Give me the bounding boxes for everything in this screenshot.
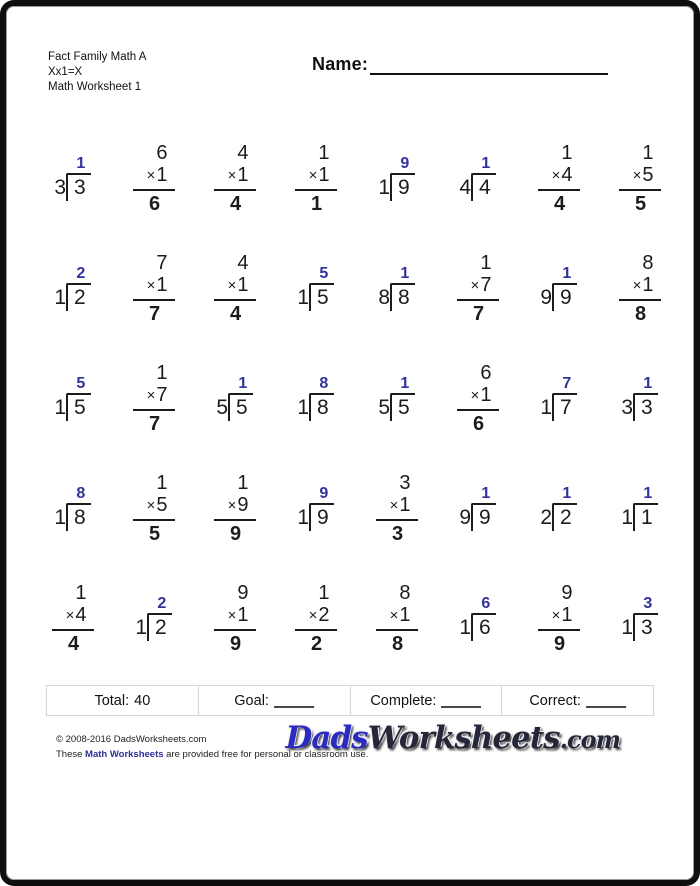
product-answer: 7 bbox=[148, 412, 161, 435]
stat-label: Correct: bbox=[529, 692, 581, 709]
stat-label: Complete: bbox=[370, 692, 437, 709]
multiplication-problem bbox=[295, 142, 337, 215]
product-answer: 3 bbox=[391, 522, 404, 545]
times-icon: × bbox=[632, 166, 642, 184]
quotient-answer: 1 bbox=[481, 485, 491, 502]
times-icon: × bbox=[389, 606, 399, 624]
dividend: 3 bbox=[66, 173, 91, 201]
product-answer: 6 bbox=[148, 192, 161, 215]
division-bracket bbox=[471, 155, 496, 201]
division-problem bbox=[378, 265, 414, 311]
quotient-answer: 1 bbox=[76, 155, 86, 172]
problem-10 bbox=[113, 233, 194, 343]
multiplication-problem bbox=[133, 362, 175, 435]
factor-bottom-row bbox=[214, 164, 256, 191]
factor-bottom-row bbox=[133, 384, 175, 411]
multiplication-problem bbox=[376, 582, 418, 655]
division-problem bbox=[621, 595, 657, 641]
stat-blank-line bbox=[441, 694, 481, 708]
factor-bottom: 1 bbox=[156, 163, 168, 186]
factor-bottom-row bbox=[538, 604, 580, 631]
dividend: 6 bbox=[471, 613, 496, 641]
factor-bottom: 5 bbox=[156, 493, 168, 516]
dividend: 8 bbox=[390, 283, 415, 311]
factor-bottom-row bbox=[214, 494, 256, 521]
factor-bottom-row bbox=[52, 604, 94, 631]
worksheet-number: Math Worksheet 1 bbox=[48, 81, 142, 93]
factor-bottom: 1 bbox=[237, 273, 249, 296]
quotient-answer: 1 bbox=[562, 485, 572, 502]
times-icon: × bbox=[227, 496, 237, 514]
division-bracket bbox=[228, 375, 253, 421]
quotient-answer: 1 bbox=[643, 375, 653, 392]
factor-top: 1 bbox=[318, 141, 330, 164]
division-bracket bbox=[66, 375, 91, 421]
dividend: 7 bbox=[552, 393, 577, 421]
problem-16 bbox=[599, 233, 680, 343]
dividend: 2 bbox=[147, 613, 172, 641]
multiplication-problem bbox=[214, 472, 256, 545]
multiplication-problem bbox=[295, 582, 337, 655]
problem-17 bbox=[32, 343, 113, 453]
problems-grid bbox=[32, 123, 680, 673]
problem-40 bbox=[599, 563, 680, 673]
product-answer: 7 bbox=[148, 302, 161, 325]
product-answer: 1 bbox=[310, 192, 323, 215]
problem-1 bbox=[32, 123, 113, 233]
times-icon: × bbox=[308, 606, 318, 624]
divisor: 1 bbox=[297, 286, 309, 309]
factor-bottom: 4 bbox=[561, 163, 573, 186]
dividend: 1 bbox=[633, 503, 658, 531]
problem-29 bbox=[356, 453, 437, 563]
division-bracket bbox=[309, 265, 334, 311]
quotient-answer: 1 bbox=[562, 265, 572, 282]
times-icon: × bbox=[470, 386, 480, 404]
division-bracket bbox=[309, 375, 334, 421]
copyright-line: © 2008-2016 DadsWorksheets.com bbox=[56, 734, 207, 745]
times-icon: × bbox=[551, 606, 561, 624]
license-line: These Math Worksheets are provided free for personal or classroom use. bbox=[56, 749, 369, 760]
problem-4 bbox=[275, 123, 356, 233]
dividend: 5 bbox=[309, 283, 334, 311]
name-blank-line bbox=[370, 55, 608, 75]
divisor: 1 bbox=[378, 176, 390, 199]
times-icon: × bbox=[308, 166, 318, 184]
divisor: 1 bbox=[540, 396, 552, 419]
product-answer: 5 bbox=[148, 522, 161, 545]
factor-bottom-row bbox=[214, 274, 256, 301]
divisor: 2 bbox=[540, 506, 552, 529]
factor-bottom: 1 bbox=[399, 603, 411, 626]
factor-bottom-row bbox=[619, 274, 661, 301]
problem-39 bbox=[518, 563, 599, 673]
factor-bottom: 1 bbox=[642, 273, 654, 296]
problem-21 bbox=[356, 343, 437, 453]
division-bracket bbox=[66, 155, 91, 201]
division-bracket bbox=[390, 265, 415, 311]
factor-bottom: 1 bbox=[318, 163, 330, 186]
dividend: 2 bbox=[552, 503, 577, 531]
division-problem bbox=[54, 265, 90, 311]
problem-27 bbox=[194, 453, 275, 563]
division-problem bbox=[378, 155, 414, 201]
multiplication-problem bbox=[457, 362, 499, 435]
name-row bbox=[312, 54, 608, 75]
times-icon: × bbox=[146, 166, 156, 184]
problem-8 bbox=[599, 123, 680, 233]
factor-bottom: 1 bbox=[237, 603, 249, 626]
factor-bottom-row bbox=[376, 604, 418, 631]
quotient-answer: 3 bbox=[643, 595, 653, 612]
problem-34 bbox=[113, 563, 194, 673]
dadsworksheets-logo bbox=[286, 720, 620, 756]
problem-7 bbox=[518, 123, 599, 233]
factor-bottom-row bbox=[133, 494, 175, 521]
problem-37 bbox=[356, 563, 437, 673]
product-answer: 4 bbox=[229, 302, 242, 325]
product-answer: 4 bbox=[67, 632, 80, 655]
problem-38 bbox=[437, 563, 518, 673]
multiplication-problem bbox=[133, 142, 175, 215]
factor-bottom-row bbox=[133, 274, 175, 301]
factor-bottom-row bbox=[619, 164, 661, 191]
quotient-answer: 1 bbox=[238, 375, 248, 392]
divisor: 4 bbox=[459, 176, 471, 199]
factor-top: 1 bbox=[480, 251, 492, 274]
multiplication-problem bbox=[214, 142, 256, 215]
times-icon: × bbox=[146, 496, 156, 514]
multiplication-problem bbox=[214, 582, 256, 655]
division-bracket bbox=[66, 265, 91, 311]
factor-bottom: 1 bbox=[399, 493, 411, 516]
divisor: 1 bbox=[135, 616, 147, 639]
division-bracket bbox=[552, 375, 577, 421]
multiplication-problem bbox=[376, 472, 418, 545]
quotient-answer: 1 bbox=[400, 265, 410, 282]
multiplication-problem bbox=[538, 142, 580, 215]
problem-18 bbox=[113, 343, 194, 453]
factor-top: 8 bbox=[399, 581, 411, 604]
factor-bottom: 7 bbox=[480, 273, 492, 296]
dividend: 9 bbox=[309, 503, 334, 531]
problem-32 bbox=[599, 453, 680, 563]
division-problem bbox=[621, 485, 657, 531]
factor-top: 1 bbox=[561, 141, 573, 164]
product-answer: 6 bbox=[472, 412, 485, 435]
quotient-answer: 7 bbox=[562, 375, 572, 392]
division-problem bbox=[459, 155, 495, 201]
dividend: 4 bbox=[471, 173, 496, 201]
problem-5 bbox=[356, 123, 437, 233]
times-icon: × bbox=[551, 166, 561, 184]
logo-worksheets: Worksheets bbox=[367, 720, 560, 756]
division-bracket bbox=[390, 155, 415, 201]
factor-bottom: 2 bbox=[318, 603, 330, 626]
division-problem bbox=[459, 485, 495, 531]
times-icon: × bbox=[227, 276, 237, 294]
factor-top: 1 bbox=[318, 581, 330, 604]
division-bracket bbox=[66, 485, 91, 531]
stat-cell-total bbox=[47, 686, 199, 715]
product-answer: 4 bbox=[229, 192, 242, 215]
division-bracket bbox=[633, 375, 658, 421]
problem-31 bbox=[518, 453, 599, 563]
dividend: 9 bbox=[471, 503, 496, 531]
stats-bar bbox=[46, 685, 654, 716]
problem-11 bbox=[194, 233, 275, 343]
quotient-answer: 2 bbox=[157, 595, 167, 612]
quotient-answer: 8 bbox=[319, 375, 329, 392]
divisor: 1 bbox=[621, 506, 633, 529]
factor-top: 9 bbox=[561, 581, 573, 604]
division-problem bbox=[297, 485, 333, 531]
stat-blank-line bbox=[586, 694, 626, 708]
factor-bottom-row bbox=[457, 384, 499, 411]
divisor: 3 bbox=[54, 176, 66, 199]
factor-bottom: 1 bbox=[237, 163, 249, 186]
problem-2 bbox=[113, 123, 194, 233]
problem-30 bbox=[437, 453, 518, 563]
problem-3 bbox=[194, 123, 275, 233]
stat-cell-complete bbox=[351, 686, 503, 715]
factor-top: 1 bbox=[156, 471, 168, 494]
factor-bottom-row bbox=[214, 604, 256, 631]
dividend: 2 bbox=[66, 283, 91, 311]
product-answer: 8 bbox=[634, 302, 647, 325]
quotient-answer: 1 bbox=[481, 155, 491, 172]
quotient-answer: 5 bbox=[319, 265, 329, 282]
times-icon: × bbox=[65, 606, 75, 624]
times-icon: × bbox=[146, 276, 156, 294]
stat-blank-line bbox=[274, 694, 314, 708]
dividend: 5 bbox=[228, 393, 253, 421]
times-icon: × bbox=[389, 496, 399, 514]
times-icon: × bbox=[632, 276, 642, 294]
divisor: 1 bbox=[297, 506, 309, 529]
times-icon: × bbox=[227, 166, 237, 184]
factor-bottom: 5 bbox=[642, 163, 654, 186]
product-answer: 9 bbox=[229, 632, 242, 655]
multiplication-problem bbox=[214, 252, 256, 325]
worksheet-title: Fact Family Math A bbox=[48, 51, 147, 63]
problem-15 bbox=[518, 233, 599, 343]
division-problem bbox=[297, 265, 333, 311]
dividend: 8 bbox=[309, 393, 334, 421]
factor-top: 4 bbox=[237, 251, 249, 274]
divisor: 9 bbox=[540, 286, 552, 309]
divisor: 8 bbox=[378, 286, 390, 309]
factor-bottom: 1 bbox=[480, 383, 492, 406]
stat-value: 40 bbox=[134, 692, 151, 709]
quotient-answer: 9 bbox=[400, 155, 410, 172]
multiplication-problem bbox=[52, 582, 94, 655]
division-bracket bbox=[309, 485, 334, 531]
division-bracket bbox=[552, 485, 577, 531]
math-worksheets-link[interactable]: Math Worksheets bbox=[85, 749, 164, 760]
division-problem bbox=[459, 595, 495, 641]
factor-top: 1 bbox=[75, 581, 87, 604]
division-bracket bbox=[633, 485, 658, 531]
product-answer: 2 bbox=[310, 632, 323, 655]
multiplication-problem bbox=[133, 252, 175, 325]
division-bracket bbox=[390, 375, 415, 421]
division-bracket bbox=[633, 595, 658, 641]
division-problem bbox=[540, 265, 576, 311]
stat-label: Total: bbox=[94, 692, 130, 709]
division-problem bbox=[135, 595, 171, 641]
division-problem bbox=[54, 155, 90, 201]
product-answer: 9 bbox=[229, 522, 242, 545]
division-bracket bbox=[147, 595, 172, 641]
problem-6 bbox=[437, 123, 518, 233]
division-problem bbox=[297, 375, 333, 421]
dividend: 3 bbox=[633, 393, 658, 421]
divisor: 1 bbox=[297, 396, 309, 419]
problem-14 bbox=[437, 233, 518, 343]
problem-22 bbox=[437, 343, 518, 453]
division-problem bbox=[54, 375, 90, 421]
factor-top: 8 bbox=[642, 251, 654, 274]
factor-bottom: 4 bbox=[75, 603, 87, 626]
factor-top: 7 bbox=[156, 251, 168, 274]
divisor: 3 bbox=[621, 396, 633, 419]
worksheet-header bbox=[48, 50, 146, 95]
division-problem bbox=[378, 375, 414, 421]
division-problem bbox=[621, 375, 657, 421]
factor-bottom: 9 bbox=[237, 493, 249, 516]
problem-36 bbox=[275, 563, 356, 673]
product-answer: 8 bbox=[391, 632, 404, 655]
factor-bottom-row bbox=[295, 164, 337, 191]
problem-13 bbox=[356, 233, 437, 343]
problem-9 bbox=[32, 233, 113, 343]
divisor: 1 bbox=[621, 616, 633, 639]
multiplication-problem bbox=[457, 252, 499, 325]
division-problem bbox=[216, 375, 252, 421]
problem-24 bbox=[599, 343, 680, 453]
quotient-answer: 8 bbox=[76, 485, 86, 502]
logo-com: .com bbox=[559, 725, 620, 754]
factor-top: 3 bbox=[399, 471, 411, 494]
worksheet-rule: Xx1=X bbox=[48, 66, 83, 78]
factor-bottom-row bbox=[133, 164, 175, 191]
worksheet-page bbox=[6, 6, 694, 880]
name-label: Name: bbox=[312, 54, 369, 74]
problem-33 bbox=[32, 563, 113, 673]
times-icon: × bbox=[146, 386, 156, 404]
stat-cell-goal bbox=[199, 686, 351, 715]
factor-bottom-row bbox=[457, 274, 499, 301]
quotient-answer: 1 bbox=[400, 375, 410, 392]
quotient-answer: 1 bbox=[643, 485, 653, 502]
divisor: 1 bbox=[54, 396, 66, 419]
problem-20 bbox=[275, 343, 356, 453]
problem-28 bbox=[275, 453, 356, 563]
factor-top: 9 bbox=[237, 581, 249, 604]
dividend: 3 bbox=[633, 613, 658, 641]
divisor: 1 bbox=[54, 286, 66, 309]
factor-top: 4 bbox=[237, 141, 249, 164]
multiplication-problem bbox=[619, 252, 661, 325]
problem-35 bbox=[194, 563, 275, 673]
divisor: 9 bbox=[459, 506, 471, 529]
dividend: 9 bbox=[552, 283, 577, 311]
problem-26 bbox=[113, 453, 194, 563]
division-problem bbox=[540, 375, 576, 421]
problem-25 bbox=[32, 453, 113, 563]
dividend: 5 bbox=[66, 393, 91, 421]
quotient-answer: 2 bbox=[76, 265, 86, 282]
divisor: 5 bbox=[216, 396, 228, 419]
times-icon: × bbox=[470, 276, 480, 294]
multiplication-problem bbox=[538, 582, 580, 655]
quotient-answer: 9 bbox=[319, 485, 329, 502]
multiplication-problem bbox=[133, 472, 175, 545]
quotient-answer: 6 bbox=[481, 595, 491, 612]
problem-23 bbox=[518, 343, 599, 453]
division-problem bbox=[540, 485, 576, 531]
factor-top: 1 bbox=[156, 361, 168, 384]
dividend: 8 bbox=[66, 503, 91, 531]
multiplication-problem bbox=[619, 142, 661, 215]
times-icon: × bbox=[227, 606, 237, 624]
dividend: 5 bbox=[390, 393, 415, 421]
factor-bottom-row bbox=[376, 494, 418, 521]
division-bracket bbox=[552, 265, 577, 311]
product-answer: 9 bbox=[553, 632, 566, 655]
product-answer: 4 bbox=[553, 192, 566, 215]
problem-19 bbox=[194, 343, 275, 453]
product-answer: 7 bbox=[472, 302, 485, 325]
divisor: 1 bbox=[54, 506, 66, 529]
quotient-answer: 5 bbox=[76, 375, 86, 392]
factor-top: 6 bbox=[156, 141, 168, 164]
logo-dads: Dads bbox=[285, 720, 368, 756]
dividend: 9 bbox=[390, 173, 415, 201]
factor-top: 1 bbox=[642, 141, 654, 164]
division-problem bbox=[54, 485, 90, 531]
divisor: 5 bbox=[378, 396, 390, 419]
factor-bottom-row bbox=[295, 604, 337, 631]
product-answer: 5 bbox=[634, 192, 647, 215]
problem-12 bbox=[275, 233, 356, 343]
stat-label: Goal: bbox=[234, 692, 269, 709]
factor-bottom: 7 bbox=[156, 383, 168, 406]
division-bracket bbox=[471, 595, 496, 641]
factor-bottom: 1 bbox=[156, 273, 168, 296]
factor-top: 1 bbox=[237, 471, 249, 494]
stat-cell-correct bbox=[502, 686, 653, 715]
factor-bottom: 1 bbox=[561, 603, 573, 626]
factor-bottom-row bbox=[538, 164, 580, 191]
division-bracket bbox=[471, 485, 496, 531]
factor-top: 6 bbox=[480, 361, 492, 384]
divisor: 1 bbox=[459, 616, 471, 639]
